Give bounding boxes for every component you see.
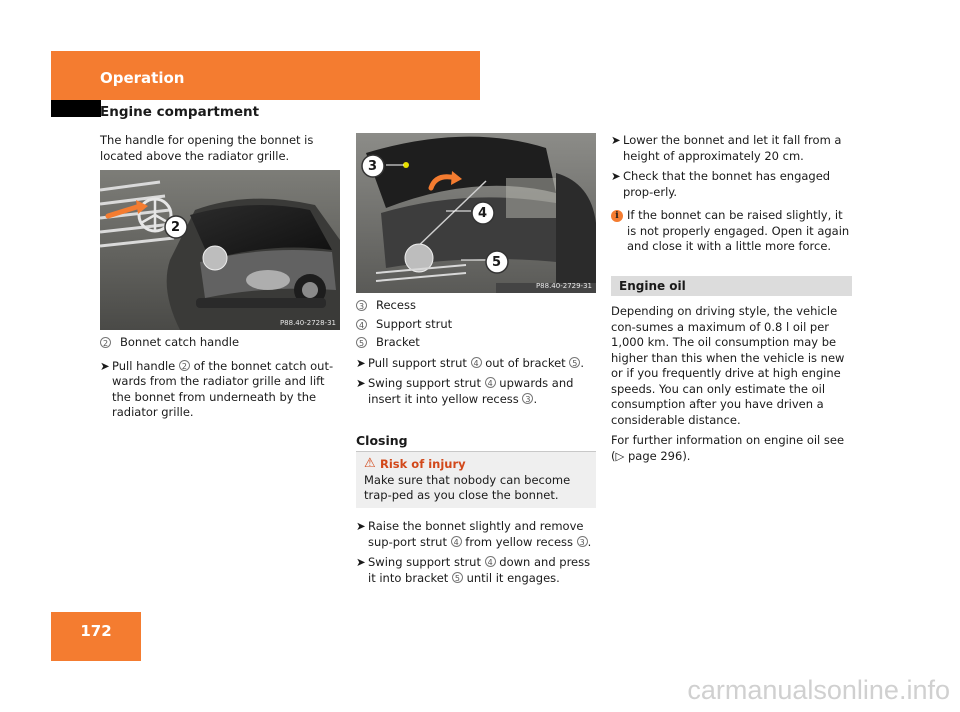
middle-column-body [356, 298, 598, 407]
image-callout-5: 5 [492, 255, 502, 270]
step-arrow-icon: ➤ [100, 358, 110, 373]
image-callout-3: 3 [368, 159, 378, 174]
warning-triangle-icon: ⚠ [364, 456, 376, 471]
step-arrow-icon: ➤ [356, 555, 366, 569]
left-column-body [100, 335, 342, 421]
page-reference-link[interactable]: (▷ page 296). [611, 448, 691, 463]
caption-number: 2 [100, 337, 111, 348]
left-column [100, 133, 340, 164]
engine-oil-reference: For further information on engine oil see (▷ page 296). [611, 433, 845, 463]
step-arrow-icon: ➤ [356, 355, 366, 370]
header-marker [51, 100, 101, 117]
instruction-step: ➤ Lower the bonnet and let it fall from a height of approximately 20 cm. [611, 133, 842, 163]
bonnet-handle-image [100, 170, 340, 330]
instruction-step: ➤ Check that the bonnet has engaged prop-erly. [611, 169, 831, 199]
instruction-step: ➤ Pull support strut 4 out of bracket 5 . [356, 355, 584, 370]
caption-bracket: 5 Bracket [356, 335, 598, 351]
warning-box [356, 452, 596, 508]
engine-oil-body [611, 304, 857, 464]
support-strut-image [356, 133, 596, 293]
image-callout-2: 2 [171, 220, 181, 235]
caption-support-strut: 4 Support strut [356, 317, 598, 333]
closing-steps [356, 519, 598, 586]
warning-text: Make sure that nobody can become trap-ped as you close the bonnet. [364, 472, 571, 502]
step-arrow-icon: ➤ [611, 133, 621, 147]
car-front-illustration [100, 170, 340, 330]
engine-oil-heading: Engine oil [611, 276, 852, 296]
image-reference: P88.40-2728-31 [279, 319, 336, 327]
page-number-box [51, 612, 141, 661]
caption-text: Bonnet catch handle [120, 335, 240, 349]
info-icon: i [611, 210, 623, 222]
info-note: i If the bonnet can be raised slightly, it is not properly engaged. Open it again and close it with a little more force. [611, 208, 855, 255]
step-arrow-icon: ➤ [356, 376, 366, 390]
step-arrow-icon: ➤ [611, 169, 621, 183]
instruction-step: ➤ Raise the bonnet slightly and remove sup-port strut 4 from yellow recess 3 . [356, 519, 592, 549]
caption-recess: 3 Recess [356, 298, 598, 314]
engine-oil-paragraph: Depending on driving style, the vehicle con-sumes a maximum of 0.8 l oil per 1,000 km. The oil consumption may be higher than this when the vehicle is new or if you frequently drive at high engine speeds. You can only estimate the oil consumption after you have driven a considerable distance. [611, 304, 845, 427]
instruction-step: ➤ Swing support strut 4 upwards and insert it into yellow recess 3 . [356, 376, 574, 406]
page-number: 172 [80, 622, 112, 640]
image-reference: P88.40-2729-31 [535, 282, 592, 290]
reference-number: 2 [179, 360, 190, 371]
instruction-step: ➤ Pull handle 2 of the bonnet catch out-wards from the radiator grille and lift the bonnet from underneath by the radiator grille. [100, 358, 334, 419]
caption-bonnet-catch [100, 335, 342, 351]
watermark: carmanualsonline.info [687, 675, 950, 705]
instruction-step: ➤ Swing support strut 4 down and press it into bracket 5 until it engages. [356, 555, 591, 585]
right-column [611, 133, 855, 255]
open-bonnet-illustration [356, 133, 596, 293]
closing-heading: Closing [356, 433, 596, 452]
step-arrow-icon: ➤ [356, 519, 366, 533]
image-callout-4: 4 [478, 206, 488, 221]
intro-text: The handle for opening the bonnet is located above the radiator grille. [100, 133, 314, 163]
section-title: Operation [100, 69, 185, 87]
subsection-title: Engine compartment [100, 104, 260, 120]
warning-title: Risk of injury [380, 457, 466, 471]
